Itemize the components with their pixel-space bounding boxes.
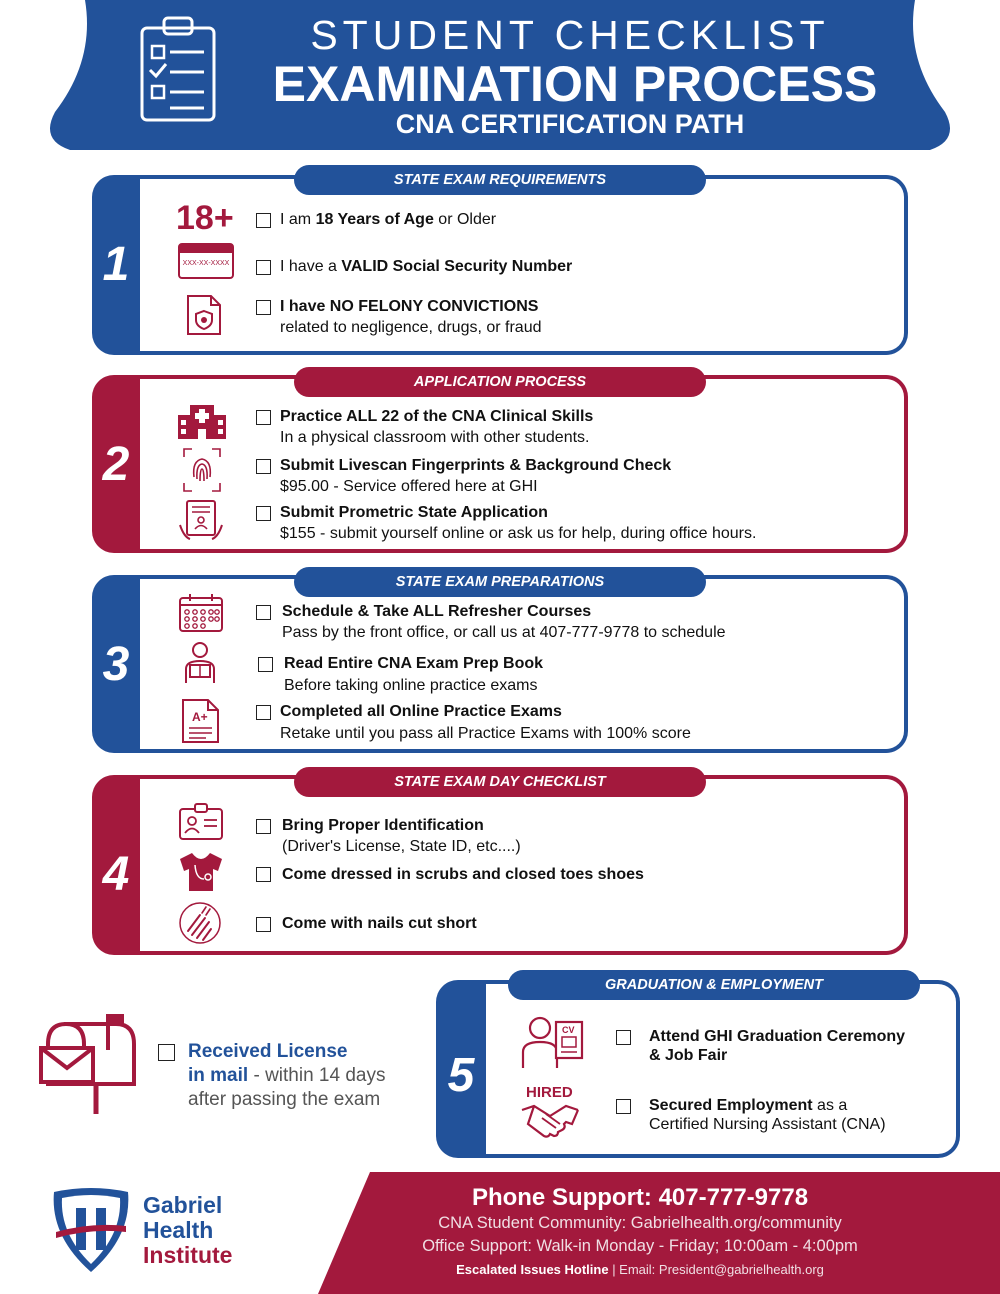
- section-number: 5: [447, 1049, 475, 1102]
- document-badge-icon: [185, 293, 223, 337]
- checklist-item: Practice ALL 22 of the CNA Clinical Skills: [280, 408, 594, 425]
- checkbox[interactable]: [256, 867, 271, 882]
- section-title: STATE EXAM REQUIREMENTS: [294, 165, 706, 195]
- ssn-card-icon: XXX-XX-XXXX: [178, 243, 234, 279]
- checkbox[interactable]: [616, 1030, 631, 1045]
- section-title: GRADUATION & EMPLOYMENT: [508, 970, 920, 1000]
- checklist-item: Schedule & Take ALL Refresher Courses: [282, 603, 592, 620]
- header-tagline: CNA CERTIFICATION PATH: [395, 109, 745, 139]
- section-title: STATE EXAM DAY CHECKLIST: [294, 767, 706, 797]
- tablet-form-icon: [178, 499, 224, 543]
- calendar-icon: [178, 593, 224, 633]
- checklist-item: Bring Proper Identification: [282, 817, 484, 834]
- section-5: [436, 977, 960, 1158]
- checklist-item: I have NO FELONY CONVICTIONS: [280, 298, 539, 315]
- section-1: [92, 172, 908, 355]
- logo-text-line2: Health: [143, 1217, 214, 1243]
- logo-text-line1: Gabriel: [143, 1192, 223, 1218]
- checklist-item-cont: & Job Fair: [649, 1047, 728, 1064]
- clipboard-checklist-icon: [138, 14, 218, 124]
- checkbox[interactable]: [616, 1099, 631, 1114]
- checkbox[interactable]: [256, 506, 271, 521]
- section-title: STATE EXAM PREPARATIONS: [294, 567, 706, 597]
- checklist-item: Read Entire CNA Exam Prep Book: [284, 655, 544, 672]
- checklist-item-detail: Before taking online practice exams: [284, 677, 538, 694]
- hired-label: HIRED: [526, 1084, 573, 1101]
- checklist-item-detail: $155 - submit yourself online or ask us for help, during office hours.: [280, 525, 757, 542]
- checkbox[interactable]: [256, 705, 271, 720]
- logo-text-line3: Institute: [143, 1242, 233, 1268]
- checklist-item-detail: $95.00 - Service offered here at GHI: [280, 478, 538, 495]
- section-number: 1: [102, 238, 130, 291]
- id-card-icon: [178, 803, 224, 841]
- office-hours: Office Support: Walk-in Monday - Friday; 10:00am - 4:00pm: [422, 1237, 858, 1255]
- reading-person-icon: [180, 641, 220, 685]
- checklist-item: Submit Livescan Fingerprints & Background Check: [280, 457, 672, 474]
- phone-support[interactable]: Phone Support: 407-777-9778: [471, 1184, 809, 1211]
- checkbox[interactable]: [256, 819, 271, 834]
- logo-shield-icon: [46, 1186, 136, 1274]
- checkbox[interactable]: [256, 605, 271, 620]
- section-3: [92, 575, 908, 753]
- checkbox[interactable]: [256, 260, 271, 275]
- page-title: EXAMINATION PROCESS: [272, 56, 878, 112]
- section-2: [92, 375, 908, 553]
- cv-resume-icon: [520, 1014, 586, 1070]
- hired-handshake-icon: [520, 1100, 580, 1140]
- section-number: 2: [102, 438, 130, 491]
- checkbox[interactable]: [256, 213, 271, 228]
- license-item: Received License in mail - within 14 days after passing the exam: [188, 1041, 386, 1110]
- email-link[interactable]: | Email: President@gabrielhealth.org: [608, 1262, 824, 1277]
- checklist-item: I am 18 Years of Age or Older: [280, 211, 497, 228]
- age-18-plus-icon: 18+: [176, 199, 234, 237]
- hotline-line: Escalated Issues Hotline | Email: President@gabrielhealth.org: [456, 1262, 824, 1277]
- community-link[interactable]: CNA Student Community: Gabrielhealth.org/community: [438, 1214, 842, 1232]
- checkbox[interactable]: [256, 300, 271, 315]
- checklist-item: Attend GHI Graduation Ceremony: [649, 1028, 906, 1045]
- section-number: 3: [102, 638, 130, 691]
- checklist-item: I have a VALID Social Security Number: [280, 258, 573, 275]
- svg-text:CV: CV: [562, 1025, 575, 1035]
- hospital-icon: [176, 403, 228, 441]
- checkbox[interactable]: [256, 410, 271, 425]
- svg-text:A+: A+: [192, 710, 208, 724]
- section-title: APPLICATION PROCESS: [294, 367, 706, 397]
- checkbox[interactable]: [258, 657, 273, 672]
- checkbox[interactable]: [256, 459, 271, 474]
- checklist-item-detail: Certified Nursing Assistant (CNA): [649, 1116, 886, 1133]
- header-banner: [0, 0, 1000, 155]
- header-subtitle: STUDENT CHECKLIST: [310, 12, 830, 58]
- checklist-item: Secured Employment as a: [649, 1097, 848, 1114]
- checklist-item-detail: In a physical classroom with other students.: [280, 429, 590, 446]
- checklist-item: Come with nails cut short: [282, 915, 477, 932]
- hand-nails-icon: [178, 901, 222, 945]
- checklist-item-detail: Retake until you pass all Practice Exams with 100% score: [280, 725, 691, 742]
- scrubs-icon: [178, 851, 224, 893]
- fingerprint-icon: [182, 447, 222, 493]
- checklist-item: Completed all Online Practice Exams: [280, 703, 562, 720]
- graded-paper-icon: [180, 697, 222, 745]
- checklist-item-detail: related to negligence, drugs, or fraud: [280, 319, 542, 336]
- section-4: [92, 775, 908, 955]
- mailbox-icon: [38, 1010, 142, 1116]
- section-number: 4: [102, 848, 130, 901]
- checklist-item-detail: (Driver's License, State ID, etc....): [282, 838, 521, 855]
- checkbox[interactable]: [256, 917, 271, 932]
- checklist-item: Submit Prometric State Application: [280, 504, 548, 521]
- checklist-item-detail: Pass by the front office, or call us at 407-777-9778 to schedule: [282, 624, 726, 641]
- checklist-item: Come dressed in scrubs and closed toes shoes: [282, 866, 644, 883]
- checkbox-license[interactable]: [158, 1044, 175, 1061]
